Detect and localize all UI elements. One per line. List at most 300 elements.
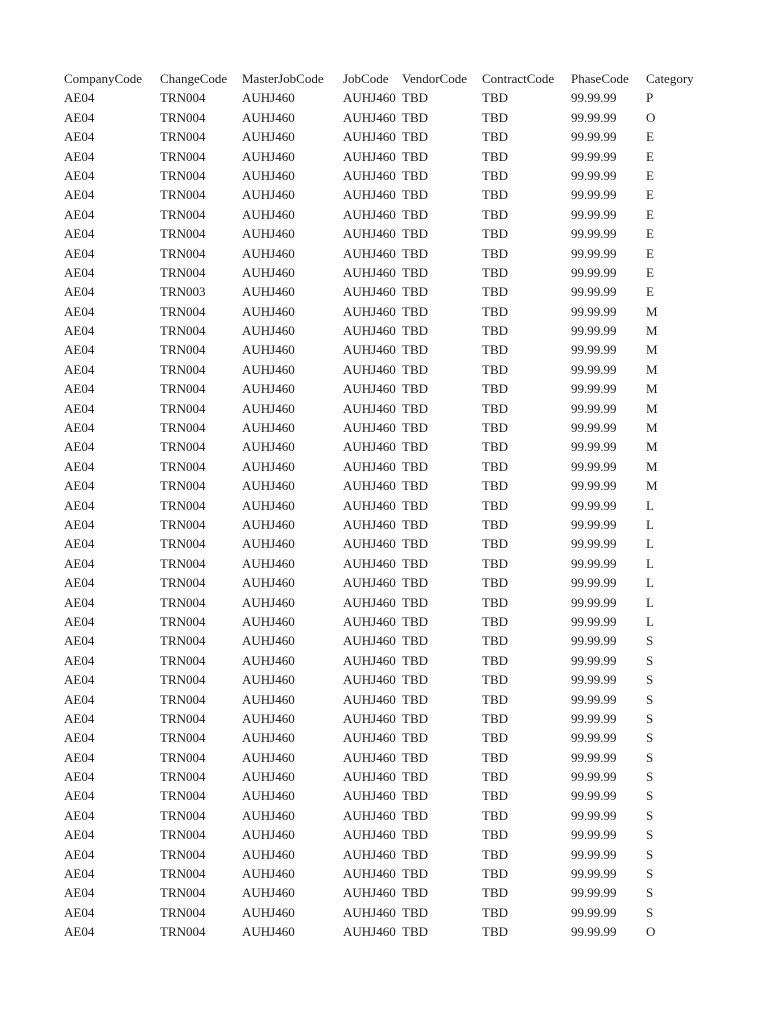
company-code-cell: AE04	[64, 381, 95, 397]
category-cell: M	[646, 478, 658, 494]
job-code-cell: AUHJ460	[343, 361, 396, 377]
company-code-cell: AE04	[64, 400, 95, 416]
master-job-code-cell: AUHJ460	[242, 226, 295, 242]
vendor-code-cell: TBD	[402, 148, 428, 164]
phase-code-cell: 99.99.99	[571, 148, 617, 164]
contract-code-cell: TBD	[482, 594, 508, 610]
vendor-code-cell: TBD	[402, 206, 428, 222]
company-code-cell: AE04	[64, 148, 95, 164]
category-cell: L	[646, 536, 654, 552]
contract-code-cell: TBD	[482, 303, 508, 319]
phase-code-cell: 99.99.99	[571, 497, 617, 513]
contract-code-cell: TBD	[482, 866, 508, 882]
contract-code-cell: TBD	[482, 381, 508, 397]
category-cell: E	[646, 264, 654, 280]
contract-code-cell: TBD	[482, 807, 508, 823]
company-code-cell: AE04	[64, 575, 95, 591]
contract-code-cell: TBD	[482, 245, 508, 261]
phase-code-cell: 99.99.99	[571, 807, 617, 823]
job-code-cell: AUHJ460	[343, 342, 396, 358]
company-code-cell: AE04	[64, 613, 95, 629]
master-job-code-cell: AUHJ460	[242, 672, 295, 688]
change-code-cell: TRN004	[160, 846, 206, 862]
company-code-cell: AE04	[64, 904, 95, 920]
contract-code-cell: TBD	[482, 129, 508, 145]
master-job-code-cell: AUHJ460	[242, 148, 295, 164]
change-code-cell: TRN004	[160, 167, 206, 183]
job-code-cell: AUHJ460	[343, 109, 396, 125]
company-code-cell: AE04	[64, 342, 95, 358]
job-code-cell: AUHJ460	[343, 206, 396, 222]
vendor-code-cell: TBD	[402, 90, 428, 106]
company-code-cell: AE04	[64, 361, 95, 377]
change-code-cell: TRN004	[160, 90, 206, 106]
company-code-cell: AE04	[64, 555, 95, 571]
vendor-code-cell: TBD	[402, 187, 428, 203]
phase-code-cell: 99.99.99	[571, 226, 617, 242]
contract-code-cell: TBD	[482, 264, 508, 280]
job-code-cell: AUHJ460	[343, 264, 396, 280]
company-code-cell: AE04	[64, 90, 95, 106]
master-job-code-cell: AUHJ460	[242, 924, 295, 940]
change-code-cell: TRN004	[160, 148, 206, 164]
column-header: ContractCode	[482, 71, 555, 86]
change-code-cell: TRN004	[160, 866, 206, 882]
vendor-code-cell: TBD	[402, 284, 428, 300]
change-code-cell: TRN004	[160, 381, 206, 397]
master-job-code-cell: AUHJ460	[242, 361, 295, 377]
job-code-cell: AUHJ460	[343, 904, 396, 920]
column-header: MasterJobCode	[242, 71, 324, 86]
master-job-code-cell: AUHJ460	[242, 866, 295, 882]
change-code-cell: TRN004	[160, 497, 206, 513]
job-code-cell: AUHJ460	[343, 827, 396, 843]
phase-code-cell: 99.99.99	[571, 652, 617, 668]
vendor-code-cell: TBD	[402, 245, 428, 261]
contract-code-cell: TBD	[482, 400, 508, 416]
change-code-cell: TRN004	[160, 342, 206, 358]
vendor-code-cell: TBD	[402, 264, 428, 280]
job-code-cell: AUHJ460	[343, 730, 396, 746]
phase-code-cell: 99.99.99	[571, 439, 617, 455]
category-cell: S	[646, 827, 654, 843]
phase-code-cell: 99.99.99	[571, 846, 617, 862]
job-code-cell: AUHJ460	[343, 613, 396, 629]
company-code-cell: AE04	[64, 807, 95, 823]
change-code-cell: TRN004	[160, 420, 206, 436]
job-code-cell: AUHJ460	[343, 478, 396, 494]
change-code-cell: TRN004	[160, 187, 206, 203]
company-code-cell: AE04	[64, 594, 95, 610]
vendor-code-cell: TBD	[402, 633, 428, 649]
contract-code-cell: TBD	[482, 167, 508, 183]
company-code-cell: AE04	[64, 749, 95, 765]
category-cell: S	[646, 749, 654, 765]
job-code-cell: AUHJ460	[343, 807, 396, 823]
phase-code-cell: 99.99.99	[571, 264, 617, 280]
phase-code-cell: 99.99.99	[571, 516, 617, 532]
phase-code-cell: 99.99.99	[571, 381, 617, 397]
vendor-code-cell: TBD	[402, 866, 428, 882]
vendor-code-cell: TBD	[402, 439, 428, 455]
phase-code-cell: 99.99.99	[571, 827, 617, 843]
contract-code-cell: TBD	[482, 924, 508, 940]
category-cell: S	[646, 866, 654, 882]
master-job-code-cell: AUHJ460	[242, 749, 295, 765]
phase-code-cell: 99.99.99	[571, 555, 617, 571]
company-code-cell: AE04	[64, 206, 95, 222]
job-code-cell: AUHJ460	[343, 187, 396, 203]
vendor-code-cell: TBD	[402, 924, 428, 940]
vendor-code-cell: TBD	[402, 516, 428, 532]
company-code-cell: AE04	[64, 924, 95, 940]
job-code-cell: AUHJ460	[343, 555, 396, 571]
category-cell: E	[646, 284, 654, 300]
column-header: ChangeCode	[160, 71, 228, 86]
master-job-code-cell: AUHJ460	[242, 90, 295, 106]
vendor-code-cell: TBD	[402, 672, 428, 688]
contract-code-cell: TBD	[482, 536, 508, 552]
change-code-cell: TRN003	[160, 284, 206, 300]
job-code-cell: AUHJ460	[343, 575, 396, 591]
vendor-code-cell: TBD	[402, 323, 428, 339]
master-job-code-cell: AUHJ460	[242, 400, 295, 416]
master-job-code-cell: AUHJ460	[242, 167, 295, 183]
company-code-cell: AE04	[64, 478, 95, 494]
contract-code-cell: TBD	[482, 90, 508, 106]
job-code-cell: AUHJ460	[343, 90, 396, 106]
change-code-cell: TRN004	[160, 885, 206, 901]
change-code-cell: TRN004	[160, 769, 206, 785]
change-code-cell: TRN004	[160, 827, 206, 843]
contract-code-cell: TBD	[482, 672, 508, 688]
contract-code-cell: TBD	[482, 730, 508, 746]
change-code-cell: TRN004	[160, 516, 206, 532]
phase-code-cell: 99.99.99	[571, 924, 617, 940]
job-code-cell: AUHJ460	[343, 691, 396, 707]
master-job-code-cell: AUHJ460	[242, 788, 295, 804]
category-cell: E	[646, 226, 654, 242]
job-code-cell: AUHJ460	[343, 167, 396, 183]
master-job-code-cell: AUHJ460	[242, 710, 295, 726]
category-cell: O	[646, 924, 656, 940]
change-code-cell: TRN004	[160, 749, 206, 765]
contract-code-cell: TBD	[482, 633, 508, 649]
job-code-cell: AUHJ460	[343, 516, 396, 532]
master-job-code-cell: AUHJ460	[242, 633, 295, 649]
company-code-cell: AE04	[64, 439, 95, 455]
master-job-code-cell: AUHJ460	[242, 264, 295, 280]
contract-code-cell: TBD	[482, 788, 508, 804]
category-cell: O	[646, 109, 656, 125]
contract-code-cell: TBD	[482, 323, 508, 339]
change-code-cell: TRN004	[160, 226, 206, 242]
phase-code-cell: 99.99.99	[571, 769, 617, 785]
vendor-code-cell: TBD	[402, 303, 428, 319]
phase-code-cell: 99.99.99	[571, 129, 617, 145]
master-job-code-cell: AUHJ460	[242, 497, 295, 513]
company-code-cell: AE04	[64, 866, 95, 882]
master-job-code-cell: AUHJ460	[242, 652, 295, 668]
contract-code-cell: TBD	[482, 342, 508, 358]
contract-code-cell: TBD	[482, 226, 508, 242]
category-cell: S	[646, 788, 654, 804]
category-cell: E	[646, 148, 654, 164]
category-cell: L	[646, 575, 654, 591]
category-cell: M	[646, 381, 658, 397]
change-code-cell: TRN004	[160, 730, 206, 746]
change-code-cell: TRN004	[160, 129, 206, 145]
phase-code-cell: 99.99.99	[571, 575, 617, 591]
vendor-code-cell: TBD	[402, 497, 428, 513]
change-code-cell: TRN004	[160, 575, 206, 591]
change-code-cell: TRN004	[160, 594, 206, 610]
category-cell: S	[646, 730, 654, 746]
category-cell: E	[646, 245, 654, 261]
vendor-code-cell: TBD	[402, 109, 428, 125]
company-code-cell: AE04	[64, 730, 95, 746]
company-code-cell: AE04	[64, 284, 95, 300]
category-cell: S	[646, 652, 654, 668]
phase-code-cell: 99.99.99	[571, 749, 617, 765]
vendor-code-cell: TBD	[402, 167, 428, 183]
phase-code-cell: 99.99.99	[571, 536, 617, 552]
category-cell: M	[646, 400, 658, 416]
vendor-code-cell: TBD	[402, 381, 428, 397]
contract-code-cell: TBD	[482, 516, 508, 532]
master-job-code-cell: AUHJ460	[242, 284, 295, 300]
company-code-cell: AE04	[64, 109, 95, 125]
phase-code-cell: 99.99.99	[571, 284, 617, 300]
category-cell: S	[646, 672, 654, 688]
contract-code-cell: TBD	[482, 420, 508, 436]
category-cell: L	[646, 555, 654, 571]
phase-code-cell: 99.99.99	[571, 245, 617, 261]
company-code-cell: AE04	[64, 323, 95, 339]
contract-code-cell: TBD	[482, 555, 508, 571]
job-code-cell: AUHJ460	[343, 129, 396, 145]
phase-code-cell: 99.99.99	[571, 904, 617, 920]
category-cell: M	[646, 303, 658, 319]
change-code-cell: TRN004	[160, 303, 206, 319]
vendor-code-cell: TBD	[402, 129, 428, 145]
job-code-cell: AUHJ460	[343, 381, 396, 397]
contract-code-cell: TBD	[482, 904, 508, 920]
change-code-cell: TRN004	[160, 109, 206, 125]
contract-code-cell: TBD	[482, 148, 508, 164]
vendor-code-cell: TBD	[402, 555, 428, 571]
vendor-code-cell: TBD	[402, 652, 428, 668]
company-code-cell: AE04	[64, 420, 95, 436]
job-code-cell: AUHJ460	[343, 788, 396, 804]
company-code-cell: AE04	[64, 691, 95, 707]
phase-code-cell: 99.99.99	[571, 885, 617, 901]
vendor-code-cell: TBD	[402, 458, 428, 474]
vendor-code-cell: TBD	[402, 788, 428, 804]
master-job-code-cell: AUHJ460	[242, 594, 295, 610]
company-code-cell: AE04	[64, 846, 95, 862]
vendor-code-cell: TBD	[402, 691, 428, 707]
change-code-cell: TRN004	[160, 458, 206, 474]
vendor-code-cell: TBD	[402, 613, 428, 629]
company-code-cell: AE04	[64, 187, 95, 203]
job-code-cell: AUHJ460	[343, 226, 396, 242]
contract-code-cell: TBD	[482, 769, 508, 785]
vendor-code-cell: TBD	[402, 904, 428, 920]
category-cell: S	[646, 710, 654, 726]
job-code-cell: AUHJ460	[343, 924, 396, 940]
job-code-cell: AUHJ460	[343, 846, 396, 862]
company-code-cell: AE04	[64, 710, 95, 726]
phase-code-cell: 99.99.99	[571, 167, 617, 183]
vendor-code-cell: TBD	[402, 885, 428, 901]
contract-code-cell: TBD	[482, 827, 508, 843]
master-job-code-cell: AUHJ460	[242, 555, 295, 571]
job-code-cell: AUHJ460	[343, 303, 396, 319]
company-code-cell: AE04	[64, 167, 95, 183]
vendor-code-cell: TBD	[402, 536, 428, 552]
job-code-cell: AUHJ460	[343, 284, 396, 300]
master-job-code-cell: AUHJ460	[242, 769, 295, 785]
change-code-cell: TRN004	[160, 710, 206, 726]
contract-code-cell: TBD	[482, 284, 508, 300]
master-job-code-cell: AUHJ460	[242, 187, 295, 203]
master-job-code-cell: AUHJ460	[242, 691, 295, 707]
change-code-cell: TRN004	[160, 400, 206, 416]
change-code-cell: TRN004	[160, 633, 206, 649]
phase-code-cell: 99.99.99	[571, 342, 617, 358]
job-code-cell: AUHJ460	[343, 420, 396, 436]
master-job-code-cell: AUHJ460	[242, 885, 295, 901]
master-job-code-cell: AUHJ460	[242, 342, 295, 358]
change-code-cell: TRN004	[160, 807, 206, 823]
phase-code-cell: 99.99.99	[571, 478, 617, 494]
category-cell: S	[646, 846, 654, 862]
phase-code-cell: 99.99.99	[571, 206, 617, 222]
job-code-cell: AUHJ460	[343, 866, 396, 882]
category-cell: M	[646, 323, 658, 339]
phase-code-cell: 99.99.99	[571, 866, 617, 882]
company-code-cell: AE04	[64, 303, 95, 319]
phase-code-cell: 99.99.99	[571, 594, 617, 610]
contract-code-cell: TBD	[482, 691, 508, 707]
master-job-code-cell: AUHJ460	[242, 846, 295, 862]
company-code-cell: AE04	[64, 769, 95, 785]
job-code-cell: AUHJ460	[343, 148, 396, 164]
job-code-cell: AUHJ460	[343, 652, 396, 668]
company-code-cell: AE04	[64, 129, 95, 145]
contract-code-cell: TBD	[482, 710, 508, 726]
master-job-code-cell: AUHJ460	[242, 303, 295, 319]
master-job-code-cell: AUHJ460	[242, 478, 295, 494]
master-job-code-cell: AUHJ460	[242, 730, 295, 746]
company-code-cell: AE04	[64, 536, 95, 552]
category-cell: E	[646, 129, 654, 145]
vendor-code-cell: TBD	[402, 400, 428, 416]
phase-code-cell: 99.99.99	[571, 420, 617, 436]
category-cell: L	[646, 497, 654, 513]
company-code-cell: AE04	[64, 672, 95, 688]
contract-code-cell: TBD	[482, 361, 508, 377]
master-job-code-cell: AUHJ460	[242, 827, 295, 843]
vendor-code-cell: TBD	[402, 575, 428, 591]
master-job-code-cell: AUHJ460	[242, 420, 295, 436]
contract-code-cell: TBD	[482, 206, 508, 222]
contract-code-cell: TBD	[482, 885, 508, 901]
company-code-cell: AE04	[64, 458, 95, 474]
contract-code-cell: TBD	[482, 497, 508, 513]
contract-code-cell: TBD	[482, 613, 508, 629]
master-job-code-cell: AUHJ460	[242, 516, 295, 532]
category-cell: M	[646, 420, 658, 436]
master-job-code-cell: AUHJ460	[242, 613, 295, 629]
change-code-cell: TRN004	[160, 536, 206, 552]
master-job-code-cell: AUHJ460	[242, 458, 295, 474]
category-cell: P	[646, 90, 654, 106]
master-job-code-cell: AUHJ460	[242, 575, 295, 591]
contract-code-cell: TBD	[482, 187, 508, 203]
job-code-cell: AUHJ460	[343, 245, 396, 261]
change-code-cell: TRN004	[160, 323, 206, 339]
job-code-cell: AUHJ460	[343, 633, 396, 649]
phase-code-cell: 99.99.99	[571, 788, 617, 804]
vendor-code-cell: TBD	[402, 710, 428, 726]
column-header: PhaseCode	[571, 71, 629, 86]
vendor-code-cell: TBD	[402, 807, 428, 823]
contract-code-cell: TBD	[482, 439, 508, 455]
company-code-cell: AE04	[64, 497, 95, 513]
company-code-cell: AE04	[64, 652, 95, 668]
master-job-code-cell: AUHJ460	[242, 439, 295, 455]
phase-code-cell: 99.99.99	[571, 187, 617, 203]
column-header: CompanyCode	[64, 71, 142, 86]
category-cell: M	[646, 439, 658, 455]
job-code-cell: AUHJ460	[343, 672, 396, 688]
company-code-cell: AE04	[64, 885, 95, 901]
category-cell: L	[646, 594, 654, 610]
change-code-cell: TRN004	[160, 555, 206, 571]
change-code-cell: TRN004	[160, 245, 206, 261]
column-header: Category	[646, 71, 694, 86]
vendor-code-cell: TBD	[402, 594, 428, 610]
contract-code-cell: TBD	[482, 652, 508, 668]
category-cell: S	[646, 904, 654, 920]
company-code-cell: AE04	[64, 264, 95, 280]
master-job-code-cell: AUHJ460	[242, 323, 295, 339]
contract-code-cell: TBD	[482, 458, 508, 474]
phase-code-cell: 99.99.99	[571, 613, 617, 629]
job-code-cell: AUHJ460	[343, 400, 396, 416]
category-cell: S	[646, 807, 654, 823]
vendor-code-cell: TBD	[402, 342, 428, 358]
contract-code-cell: TBD	[482, 478, 508, 494]
phase-code-cell: 99.99.99	[571, 90, 617, 106]
category-cell: E	[646, 167, 654, 183]
master-job-code-cell: AUHJ460	[242, 129, 295, 145]
vendor-code-cell: TBD	[402, 827, 428, 843]
company-code-cell: AE04	[64, 633, 95, 649]
contract-code-cell: TBD	[482, 846, 508, 862]
category-cell: L	[646, 516, 654, 532]
phase-code-cell: 99.99.99	[571, 458, 617, 474]
job-code-cell: AUHJ460	[343, 323, 396, 339]
company-code-cell: AE04	[64, 827, 95, 843]
change-code-cell: TRN004	[160, 264, 206, 280]
master-job-code-cell: AUHJ460	[242, 381, 295, 397]
phase-code-cell: 99.99.99	[571, 730, 617, 746]
phase-code-cell: 99.99.99	[571, 323, 617, 339]
company-code-cell: AE04	[64, 245, 95, 261]
